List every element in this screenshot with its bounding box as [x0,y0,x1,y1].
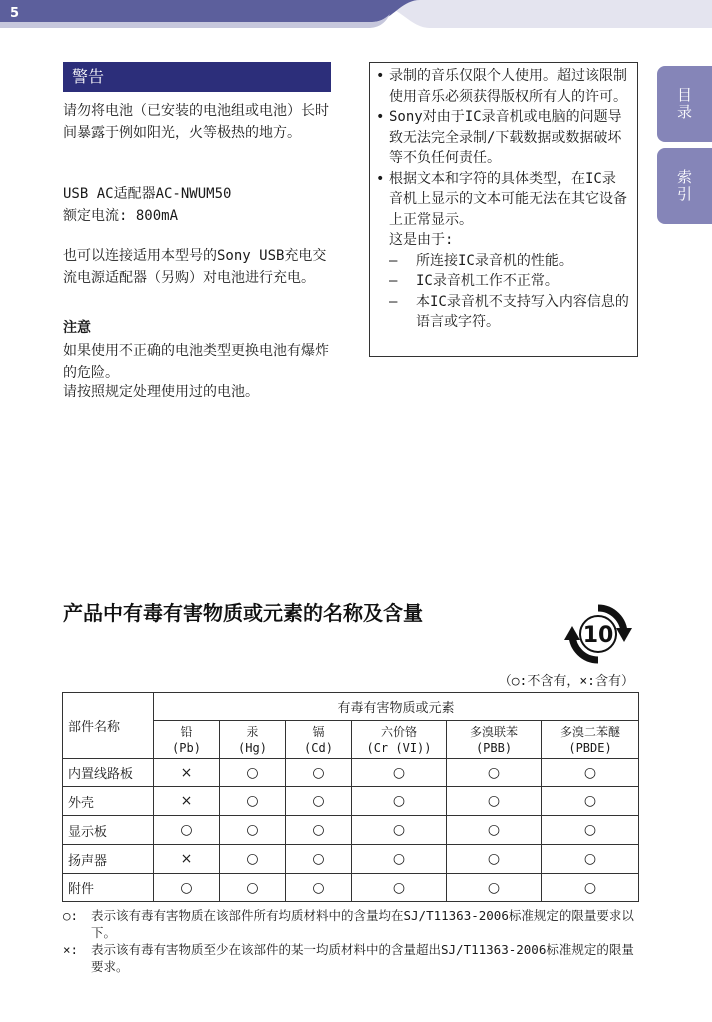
tab-index-label: 索引 [675,169,693,203]
mark-cell: ○ [542,759,639,787]
footnote-symbol: ○: [63,908,79,923]
notice-bullet-2: • Sony对由于IC录音机或电脑的问题导致无法完全录制/下载数据或数据破坏等不负任何责任。 [376,107,629,169]
part-name: 附件 [63,874,154,902]
charging-paragraph: 也可以连接适用本型号的Sony USB充电交流电源适配器（另购）对电池进行充电。 [63,248,327,286]
hazard-section-title: 产品中有毒有害物质或元素的名称及含量 [63,601,423,625]
mark-cell: ○ [220,816,286,845]
mark-cell: ○ [447,816,542,845]
mark-cell: × [154,759,220,787]
reason-item: — IC录音机工作不正常。 [376,271,629,292]
mark-cell: × [154,845,220,874]
substance-header: 多溴联苯 (PBB) [447,721,542,759]
mark-cell: ○ [286,787,352,816]
caution-title: 注意 [63,320,91,336]
mark-cell: ○ [542,874,639,902]
table-footnotes [63,907,638,975]
mark-cell: ○ [286,874,352,902]
notice-box [369,62,638,357]
table-row [63,874,639,902]
notice-bullet-3: • 根据文本和字符的具体类型，在IC录音机上显示的文本可能无法在其它设备上正常显示。 [376,169,629,231]
part-name-header: 部件名称 [63,693,154,759]
part-name: 内置线路板 [63,759,154,787]
mark-cell: ○ [352,759,447,787]
hazardous-substance-table [62,692,639,902]
part-name: 外壳 [63,787,154,816]
footnote [63,907,638,941]
mark-cell: × [154,787,220,816]
mark-cell: ○ [447,874,542,902]
page-number: 5 [10,6,20,21]
substance-header: 镉 (Cd) [286,721,352,759]
mark-cell: ○ [220,787,286,816]
mark-cell: ○ [352,845,447,874]
mark-cell: ○ [447,759,542,787]
substance-header: 汞 (Hg) [220,721,286,759]
mark-cell: ○ [352,787,447,816]
table-row [63,816,639,845]
warning-paragraph: 请勿将电池（已安装的电池组或电池）长时间暴露于例如阳光，火等极热的地方。 [63,103,329,141]
environmental-use-period-logo [563,604,633,664]
caution-line-2: 请按照规定处理使用过的电池。 [63,384,259,400]
reason-intro: 这是由于: [389,232,454,248]
tab-contents-label: 目录 [675,87,693,121]
caution-line-1: 如果使用不正确的电池类型更换电池有爆炸的危险。 [63,343,329,381]
mark-cell: ○ [542,816,639,845]
part-name: 扬声器 [63,845,154,874]
tab-contents[interactable] [657,66,712,142]
logo-number: 10 [582,623,614,648]
table-row [63,759,639,787]
mark-cell: ○ [286,816,352,845]
adapter-model: USB AC适配器AC-NWUM50 [63,186,232,202]
footnote-text: 表示该有毒有害物质至少在该部件的某一均质材料中的含量超出SJ/T11363-2006标准规定的限量要求。 [91,942,634,974]
mark-cell: ○ [220,845,286,874]
reason-item: — 所连接IC录音机的性能。 [376,251,629,272]
reason-item: — 本IC录音机不支持写入内容信息的语言或字符。 [376,292,629,333]
mark-cell: ○ [352,874,447,902]
substance-header: 多溴二苯醚 (PBDE) [542,721,639,759]
mark-cell: ○ [542,787,639,816]
mark-cell: ○ [352,816,447,845]
rated-current: 额定电流: 800mA [63,208,179,224]
warning-title: 警告 [63,62,331,92]
legend-note: （○:不含有，×:含有） [498,674,634,689]
mark-cell: ○ [154,874,220,902]
substance-header: 六价铬 (Cr (VI)) [352,721,447,759]
part-name: 显示板 [63,816,154,845]
mark-cell: ○ [447,845,542,874]
substance-group-header: 有毒有害物质或元素 [154,693,639,721]
tab-index[interactable] [657,148,712,224]
footnote [63,941,638,975]
table-row [63,787,639,816]
notice-bullet-1: • 录制的音乐仅限个人使用。超过该限制使用音乐必须获得版权所有人的许可。 [376,66,629,107]
mark-cell: ○ [286,845,352,874]
header-band [0,0,712,28]
mark-cell: ○ [542,845,639,874]
table-row [63,845,639,874]
mark-cell: ○ [220,759,286,787]
mark-cell: ○ [154,816,220,845]
mark-cell: ○ [286,759,352,787]
mark-cell: ○ [447,787,542,816]
mark-cell: ○ [220,874,286,902]
substance-header: 铅 (Pb) [154,721,220,759]
footnote-symbol: ×: [63,942,79,957]
footnote-text: 表示该有毒有害物质在该部件所有均质材料中的含量均在SJ/T11363-2006标准规定的限量要求以下。 [91,908,634,940]
